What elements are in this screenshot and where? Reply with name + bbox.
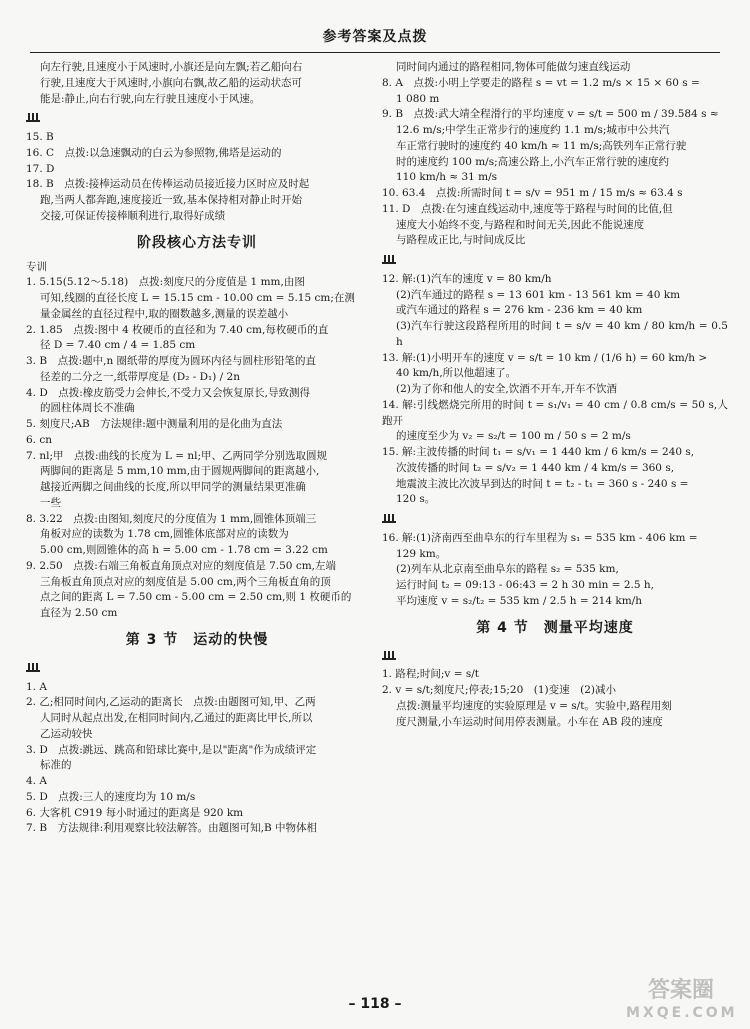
answer-line: 2. 乙;相同时间内,乙运动的距离长 点拨:由题图可知,甲、乙两 xyxy=(26,696,316,709)
answer-line: 13. 解:(1)小明开车的速度 v = s/t = 10 km / (1/6 h) = 60 km/h > xyxy=(382,351,708,364)
answer-line: 17. D xyxy=(26,162,55,175)
answer-line: 的圆柱体周长不准确 xyxy=(40,402,135,415)
answer-line: 能是:静止,向右行驶,向左行驶且速度小于风速。 xyxy=(40,92,261,105)
answer-line: 3. B 点拨:题中,n 圈纸带的厚度为圆环内径与圆柱形铅笔的直 xyxy=(26,355,317,367)
level-marker xyxy=(382,645,728,668)
answer-line: 129 km。 xyxy=(396,547,447,560)
answer-line: 1 080 m xyxy=(396,92,440,105)
section-heading: 第 4 节 测量平均速度 xyxy=(476,619,634,636)
answer-line: 5.00 cm,则圆锥体的高 h = 5.00 cm - 1.78 cm = 3.22 cm xyxy=(40,544,328,556)
section-heading: 第 3 节 运动的快慢 xyxy=(125,631,269,648)
answer-line: 度尺测量,小车运动时间用停表测量。小车在 AB 段的速度 xyxy=(396,715,663,728)
answer-line: 两脚间的距离是 5 mm,10 mm,由于圆规两脚间的距离越小, xyxy=(40,465,320,478)
answer-line: 6. cn xyxy=(26,433,52,446)
answer-line: 40 km/h,所以他超速了。 xyxy=(396,367,517,380)
answer-line: (3)汽车行驶这段路程所用的时间 t = s/v = 40 km / 80 km/h = 0.5 h xyxy=(396,320,728,348)
answer-line: 3. D 点拨:跳远、跳高和铅球比赛中,是以"距离"作为成绩评定 xyxy=(26,743,317,756)
answer-line: 向左行驶,且速度小于风速时,小旗还是向左飘;若乙船向右 xyxy=(40,61,303,73)
page-header-title: 参考答案及点拨 xyxy=(322,29,428,45)
answer-line: 平均速度 v = s₂/t₂ = 535 km / 2.5 h = 214 km/h xyxy=(396,594,642,607)
answer-line: 4. A xyxy=(26,775,47,787)
answer-line: 一些 xyxy=(40,496,61,509)
answer-line: 点之间的距离 L = 7.50 cm - 5.00 cm = 2.50 cm,则 1 枚硬币的 xyxy=(40,591,352,604)
answer-line: 标准的 xyxy=(40,759,72,772)
answer-line: 7. nl;甲 点拨:曲线的长度为 L = nl;甲、乙两同学分别选取圆规 xyxy=(26,449,327,462)
level-icon xyxy=(26,111,40,122)
answer-line: 时的速度约 100 m/s;高速公路上,小汽车正常行驶的速度约 xyxy=(396,155,669,168)
answer-line: 8. A 点拨:小明上学要走的路程 s = vt = 1.2 m/s × 15 × 60 s = xyxy=(382,76,700,89)
left-column xyxy=(26,60,368,969)
answer-line: 的速度至少为 v₂ = s₂/t = 100 m / 50 s = 2 m/s xyxy=(396,430,631,443)
answer-line: 5. 刻度尺;AB 方法规律:题中测量利用的是化曲为直法 xyxy=(26,418,283,430)
answer-line: 15. B xyxy=(26,131,54,143)
answer-line: 10. 63.4 点拨:所需时间 t = s/v = 951 m / 15 m/s ≈ 63.4 s xyxy=(382,187,683,199)
answer-line: 18. B 点拨:接棒运动员在传棒运动员接近接力区时应及时起 xyxy=(26,178,310,191)
answer-line: 5. D 点拨:三人的速度均为 10 m/s xyxy=(26,790,196,803)
answer-line: 速度大小始终不变,与路程和时间无关,因此不能说速度 xyxy=(396,218,645,231)
answer-line: 8. 3.22 点拨:由图知,刻度尺的分度值为 1 mm,圆锥体顶端三 xyxy=(26,512,317,525)
answer-line: 110 km/h ≈ 31 m/s xyxy=(396,171,498,184)
answer-line: 乙运动较快 xyxy=(40,727,93,740)
answer-line: 14. 解:引线燃烧完所用的时间 t = s₁/v₁ = 40 cm / 0.8 cm/s = 50 s,人跑开 xyxy=(382,398,728,427)
answer-line: (2)为了你和他人的安全,饮酒不开车,开车不饮酒 xyxy=(396,383,618,395)
answer-line: 三角板直角顶点对应的刻度值是 5.00 cm,两个三角板直角的顶 xyxy=(40,575,331,588)
answer-line: 可知,线圈的直径长度 L = 15.15 cm - 10.00 cm = 5.15 cm;在测 xyxy=(40,292,355,304)
answer-line: 15. 解:主波传播的时间 t₁ = s/v₁ = 1 440 km / 6 km/s = 240 s, xyxy=(382,446,695,458)
answer-line: 专训 xyxy=(26,260,47,273)
answer-line: 16. C 点拨:以急速飘动的白云为参照物,佛塔是运动的 xyxy=(26,146,282,159)
answer-line: 7. B 方法规律:利用观察比较法解答。由题图可知,B 中物体相 xyxy=(26,822,317,835)
level-marker xyxy=(382,249,728,272)
watermark-bottom: MXQE.COM xyxy=(626,1005,738,1021)
answer-line: (2)汽车通过的路程 s = 13 601 km - 13 561 km = 40 km xyxy=(396,288,681,301)
answer-line: 交接,可保证传接棒顺利进行,取得好成绩 xyxy=(40,209,226,222)
answer-line: 运行时间 t₂ = 09:13 - 06:43 = 2 h 30 min = 2.5 h, xyxy=(396,579,654,591)
answer-line: 跑,当两人都奔跑,速度接近一致,基本保持相对静止时开始 xyxy=(40,194,303,206)
answer-line: 120 s。 xyxy=(396,493,436,506)
answer-line: 人同时从起点出发,在相同时间内,乙通过的距离比甲长,所以 xyxy=(40,712,313,724)
level-icon xyxy=(382,512,396,523)
answer-line: (2)列车从北京南至曲阜东的路程 s₂ = 535 km, xyxy=(396,563,619,576)
answer-line: 越接近两脚之间曲线的长度,所以甲同学的测量结果更准确 xyxy=(40,481,306,493)
answer-line: 角板对应的读数为 1.78 cm,圆锥体底部对应的读数为 xyxy=(40,528,289,541)
answer-line: 次波传播的时间 t₂ = s/v₂ = 1 440 km / 4 km/s = 360 s, xyxy=(396,461,675,474)
answer-line: 行驶,且速度大于风速时,小旗向右飘,故乙船的运动状态可 xyxy=(40,76,303,89)
section-heading: 阶段核心方法专训 xyxy=(137,234,257,251)
answer-line: 径差的二分之一,纸带厚度是 (D₂ - D₁) / 2n xyxy=(40,370,241,383)
answer-line: 与路程成正比,与时间成反比 xyxy=(396,234,526,247)
answer-line: 2. 1.85 点拨:图中 4 枚硬币的直径和为 7.40 cm,每枚硬币的直 xyxy=(26,323,329,336)
answer-line: 12.6 m/s;中学生正常步行的速度约 1.1 m/s;城市中公共汽 xyxy=(396,124,670,136)
right-column xyxy=(382,60,728,969)
answer-line: 9. B 点拨:武大靖全程滑行的平均速度 v = s/t = 500 m / 39.584 s ≈ xyxy=(382,108,719,121)
answer-line: 地震波主波比次波早到达的时间 t = t₂ - t₁ = 360 s - 240 s = xyxy=(396,477,689,490)
answer-line: 2. v = s/t;刻度尺;停表;15;20 (1)变速 (2)减小 xyxy=(382,684,617,696)
answer-line: 6. 大客机 C919 每小时通过的距离是 920 km xyxy=(26,806,244,819)
level-icon xyxy=(26,661,40,672)
page-number: – 118 – xyxy=(348,996,402,1012)
answer-line: 点拨:测量平均速度的实验原理是 v = s/t。实验中,路程用刻 xyxy=(396,699,672,712)
answer-line: 或汽车通过的路程 s = 276 km - 236 km = 40 km xyxy=(396,304,643,317)
answer-line: 车正常行驶时的速度约 40 km/h ≈ 11 m/s;高铁列车正常行驶 xyxy=(396,139,687,152)
answer-line: 9. 2.50 点拨:右端三角板直角顶点对应的刻度值是 7.50 cm,左端 xyxy=(26,559,337,572)
answer-line: 1. 路程;时间;v = s/t xyxy=(382,668,479,681)
answer-line: 12. 解:(1)汽车的速度 v = 80 km/h xyxy=(382,272,552,285)
level-marker xyxy=(26,657,368,680)
level-marker xyxy=(382,508,728,531)
answer-line: 径 D = 7.40 cm / 4 = 1.85 cm xyxy=(40,339,196,352)
answer-line: 1. 5.15(5.12～5.18) 点拨:刻度尺的分度值是 1 mm,由图 xyxy=(26,276,305,289)
answer-line: 16. 解:(1)济南西至曲阜东的行车里程为 s₁ = 535 km - 406 km = xyxy=(382,531,698,544)
level-icon xyxy=(382,253,396,264)
answer-line: 4. D 点拨:橡皮筋受力会伸长,不受力又会恢复原长,导致测得 xyxy=(26,386,310,399)
answer-line: 量金属丝的直径过程中,取的圈数越多,测量的误差越小 xyxy=(40,307,289,320)
watermark-top: 答案圈 xyxy=(647,978,714,1003)
answer-line: 同时间内通过的路程相同,物体可能做匀速直线运动 xyxy=(396,61,631,73)
page-header xyxy=(30,22,720,53)
level-icon xyxy=(382,649,396,660)
level-marker xyxy=(26,107,368,130)
watermark-logo xyxy=(626,979,736,1021)
answer-line: 11. D 点拨:在匀速直线运动中,速度等于路程与时间的比值,但 xyxy=(382,202,673,215)
answer-line: 1. A xyxy=(26,680,47,693)
answer-line: 直径为 2.50 cm xyxy=(40,607,118,619)
